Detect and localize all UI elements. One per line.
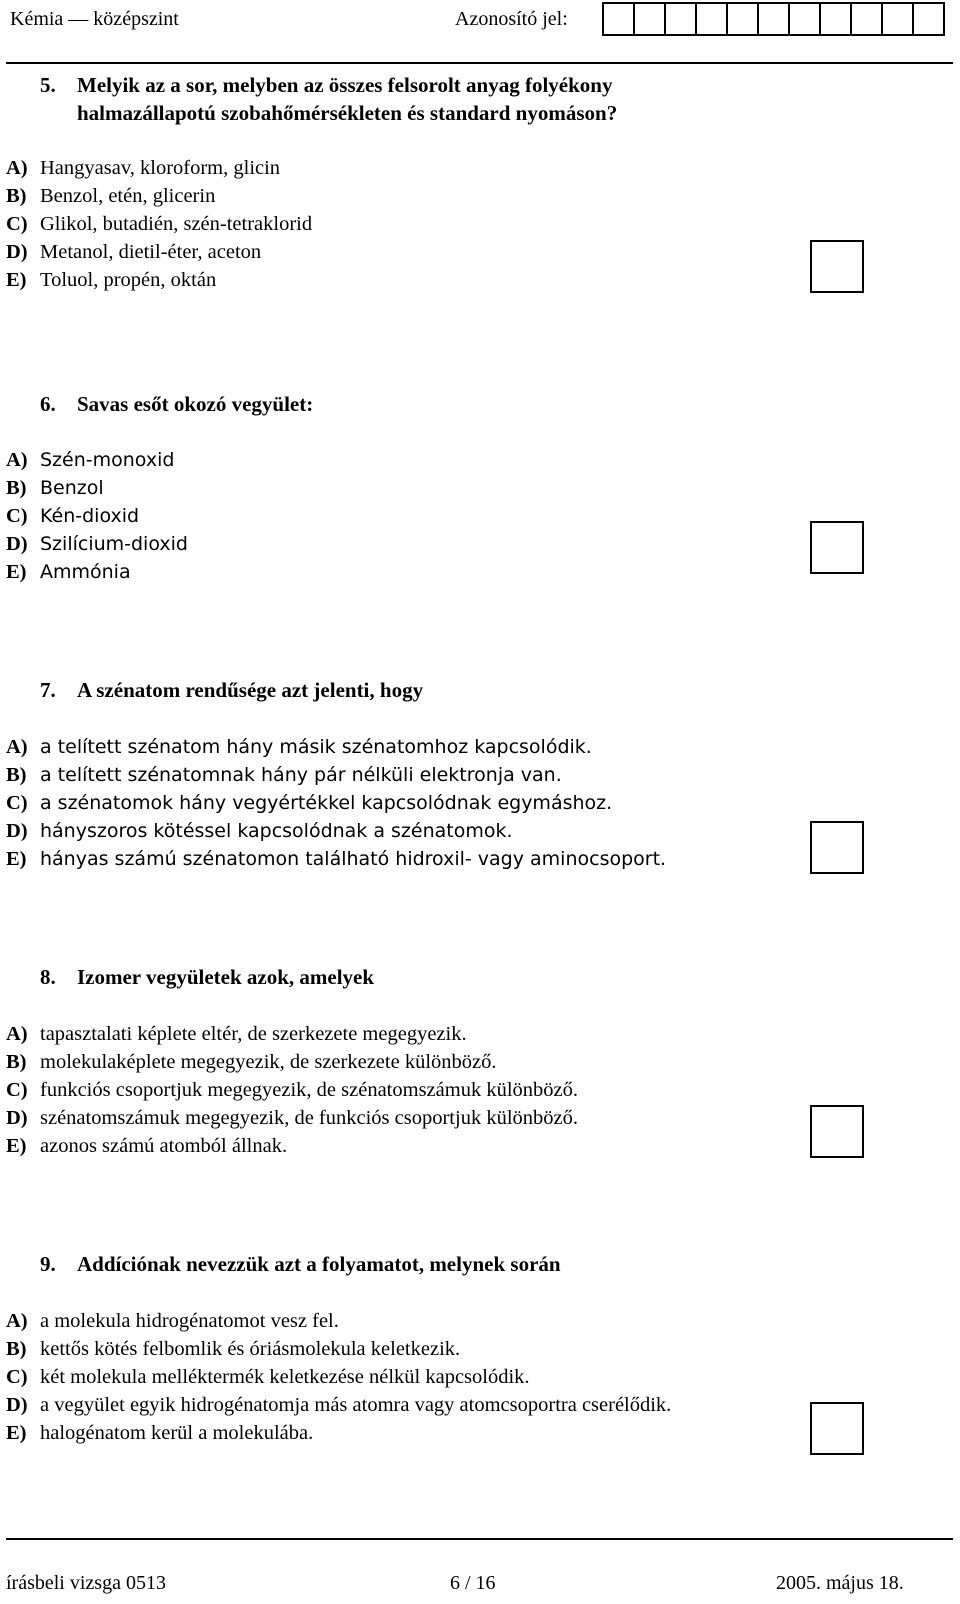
option-b: B) Benzol <box>6 477 104 499</box>
option-d: D) Metanol, dietil-éter, aceton <box>6 241 262 263</box>
option-a: A) a telített szénatom hány másik szénatomhoz kapcsolódik. <box>6 736 592 758</box>
id-digit-box[interactable] <box>757 2 790 36</box>
question-text-line1: Melyik az a sor, melyben az összes felsorolt anyag folyékony <box>77 73 613 97</box>
option-d: D) a vegyület egyik hidrogénatomja más atomra vagy atomcsoportra cserélődik. <box>6 1394 672 1416</box>
option-e: E) hányas számú szénatomon található hidroxil- vagy aminocsoport. <box>6 848 667 870</box>
id-digit-box[interactable] <box>602 2 635 36</box>
answer-box-9[interactable] <box>810 1402 864 1455</box>
option-e: E) azonos számú atomból állnak. <box>6 1135 288 1157</box>
id-digit-box[interactable] <box>664 2 697 36</box>
option-a: A) Szén-monoxid <box>6 449 175 471</box>
question-number: 5. <box>40 73 56 97</box>
footer-page-number: 6 / 16 <box>450 1572 496 1594</box>
option-c: C) Kén-dioxid <box>6 505 140 527</box>
option-a: A) Hangyasav, kloroform, glicin <box>6 157 281 179</box>
answer-box-6[interactable] <box>810 521 864 574</box>
id-digit-box[interactable] <box>633 2 666 36</box>
option-e: E) Toluol, propén, oktán <box>6 269 217 291</box>
option-d: D) hányszoros kötéssel kapcsolódnak a szénatomok. <box>6 820 513 842</box>
footer-exam-code: írásbeli vizsga 0513 <box>6 1572 166 1594</box>
option-b: B) a telített szénatomnak hány pár nélküli elektronja van. <box>6 764 562 786</box>
option-b: B) kettős kötés felbomlik és óriásmolekula keletkezik. <box>6 1338 461 1360</box>
option-c: C) funkciós csoportjuk megegyezik, de szénatomszámuk különböző. <box>6 1079 578 1101</box>
question-6-title: 6. Savas esőt okozó vegyület: <box>40 392 314 416</box>
question-5-title <box>40 71 612 100</box>
option-d: D) Szilícium-dioxid <box>6 533 188 555</box>
header-rule <box>6 62 953 64</box>
option-a: A) tapasztalati képlete eltér, de szerkezete megegyezik. <box>6 1023 467 1045</box>
option-b: B) Benzol, etén, glicerin <box>6 185 216 207</box>
id-digit-box[interactable] <box>819 2 852 36</box>
option-e: E) Ammónia <box>6 561 131 583</box>
id-digit-box[interactable] <box>850 2 883 36</box>
question-8-title: 8. Izomer vegyületek azok, amelyek <box>40 965 375 989</box>
question-text-line2: halmazállapotú szobahőmérsékleten és standard nyomáson? <box>77 101 618 125</box>
footer-date: 2005. május 18. <box>776 1572 904 1594</box>
option-e: E) halogénatom kerül a molekulába. <box>6 1422 314 1444</box>
option-c: C) két molekula melléktermék keletkezése nélkül kapcsolódik. <box>6 1366 530 1388</box>
header-subject: Kémia — középszint <box>10 8 179 30</box>
option-d: D) szénatomszámuk megegyezik, de funkciós csoportjuk különböző. <box>6 1107 578 1129</box>
option-c: C) a szénatomok hány vegyértékkel kapcsolódnak egymáshoz. <box>6 792 613 814</box>
question-9-title: 9. Addíciónak nevezzük azt a folyamatot, melynek során <box>40 1252 561 1276</box>
answer-box-5[interactable] <box>810 240 864 293</box>
answer-box-7[interactable] <box>810 821 864 874</box>
id-digit-box[interactable] <box>912 2 945 36</box>
question-7-title: 7. A szénatom rendűsége azt jelenti, hogy <box>40 678 424 702</box>
id-digit-box[interactable] <box>726 2 759 36</box>
answer-box-8[interactable] <box>810 1105 864 1158</box>
header-id-label: Azonosító jel: <box>455 8 568 30</box>
id-digit-box[interactable] <box>695 2 728 36</box>
id-digit-box[interactable] <box>788 2 821 36</box>
id-code-boxes <box>602 2 943 36</box>
option-a: A) a molekula hidrogénatomot vesz fel. <box>6 1310 339 1332</box>
id-digit-box[interactable] <box>881 2 914 36</box>
option-c: C) Glikol, butadién, szén-tetraklorid <box>6 213 313 235</box>
option-b: B) molekulaképlete megegyezik, de szerkezete különböző. <box>6 1051 497 1073</box>
footer-rule <box>6 1538 953 1540</box>
